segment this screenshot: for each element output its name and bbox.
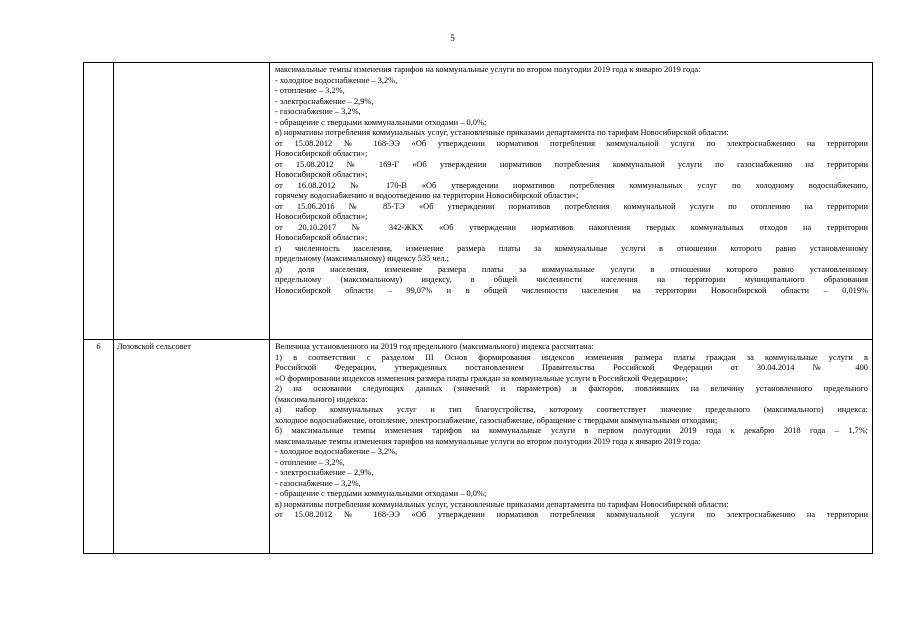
- tariff-index-table: [83, 62, 873, 554]
- text-line: - отопление – 3,2%,: [275, 457, 345, 467]
- text-line: в) нормативы потребления коммунальных услуг, установленные приказами департамента по тарифам Новосибирской области:: [275, 499, 729, 509]
- row-number: [84, 63, 113, 65]
- description-cell: [270, 63, 873, 340]
- text-line: - электроснабжение – 2,9%,: [275, 96, 374, 106]
- row-number: 6: [96, 342, 101, 351]
- text-line: от 16.08.2012 № 170-В «Об утверждении нормативов потребления коммунальных услуг по холодному водоснабжению,: [275, 180, 868, 190]
- description-text: [270, 63, 872, 296]
- text-line: а) набор коммунальных услуг и тип благоустройства, которому соответствует значение предельного (максимального) индекса:: [275, 405, 868, 414]
- municipality-name: Лозовской сельсовет: [117, 342, 191, 351]
- text-line: - электроснабжение – 2,9%,: [275, 468, 374, 477]
- text-line: Новосибирской области»;: [275, 212, 368, 221]
- text-line: Новосибирской области – 99,07% и в общей численности населения на территории Новосибирской области – 0,019%: [275, 285, 868, 295]
- text-line: горячему водоснабжению и водоотведению на территории Новосибирской области»;: [275, 191, 579, 200]
- municipality-cell: [114, 63, 270, 340]
- text-line: «О формировании индексов изменения размера платы граждан за коммунальные услуги в Российской Федерации»;: [275, 373, 688, 383]
- text-line: предельному (максимальному) индексу 535 чел.;: [275, 254, 449, 263]
- text-line: - обращение с твердыми коммунальными отходами – 0,0%;: [275, 117, 487, 127]
- table-row: [84, 340, 873, 554]
- text-line: максимальные темпы изменения тарифов на коммунальные услуги во втором полугодии 2019 года к январю 2019 года:: [275, 436, 701, 446]
- text-line: - газоснабжение – 3,2%,: [275, 107, 361, 116]
- text-line: - холодное водоснабжение – 3,2%,: [275, 447, 398, 456]
- description-cell: [270, 340, 873, 554]
- text-line: Новосибирской области»;: [275, 233, 368, 242]
- text-line: предельному (максимальному) индексу, в общей численности населения на территории муниципального образования: [275, 275, 868, 284]
- page-number: 5: [450, 33, 455, 43]
- text-line: - отопление – 3,2%,: [275, 86, 345, 95]
- text-line: б) максимальные темпы изменения тарифов на коммунальные услуги в первом полугодии 2019 года к декабрю 2018 года – 1,7%;: [275, 426, 868, 435]
- text-line: 2) на основании следующих данных (значений и параметров) и факторов, повлиявших на величину установленного предельного: [275, 384, 868, 393]
- text-line: от 15.06.2016 № 85-ТЭ «Об утверждении нормативов потребления коммунальной услуги по отоплению на территории: [275, 201, 868, 211]
- text-line: д) доля населения, изменение размера платы за коммунальные услуги в отношении которого равно установленному: [275, 264, 868, 274]
- text-line: - газоснабжение – 3,2%,: [275, 478, 361, 488]
- text-line: от 15.08.2012 № 168-ЭЭ «Об утверждении нормативов потребления коммунальной услуги по электроснабжению на территории: [275, 138, 868, 148]
- text-line: холодное водоснабжение, отопление, электроснабжение, газоснабжение, обращение с твердыми коммунальными отходами;: [275, 415, 718, 425]
- text-line: от 20.10.2017 № 342-ЖКХ «Об утверждении нормативов накопления твердых коммунальных отходов на территории: [275, 222, 868, 232]
- text-line: максимальные темпы изменения тарифов на коммунальные услуги во втором полугодии 2019 года к январю 2019 года:: [275, 65, 701, 74]
- text-line: - обращение с твердыми коммунальными отходами – 0,0%;: [275, 489, 487, 498]
- text-line: в) нормативы потребления коммунальных услуг, установленные приказами департамента по тарифам Новосибирской области:: [275, 128, 729, 137]
- text-line: Величина установленного на 2019 год предельного (максимального) индекса рассчитана:: [275, 342, 594, 351]
- text-line: от 15.08.2012 № 168-ЭЭ «Об утверждении нормативов потребления коммунальной услуги по электроснабжению на территории: [275, 510, 868, 519]
- text-line: - холодное водоснабжение – 3,2%,: [275, 75, 398, 85]
- municipality-name: [114, 63, 269, 65]
- municipality-cell: [114, 340, 270, 554]
- text-line: Российской Федерации, утвержденных постановлением Правительства Российской Федерации от 30.04.2014 № 400: [275, 363, 868, 372]
- description-text: [270, 340, 872, 521]
- text-line: (максимального) индекса:: [275, 394, 368, 404]
- text-line: от 15.08.2012 № 169-Г «Об утверждении нормативов потребления коммунальной услуги по газоснабжению на территории: [275, 159, 868, 169]
- row-number-cell: [84, 340, 114, 554]
- table-row: [84, 63, 873, 340]
- text-line: 1) в соответствии с разделом III Основ формирования индексов изменения размера платы граждан за коммунальные услуги в: [275, 352, 868, 362]
- row-number-cell: [84, 63, 114, 340]
- text-line: г) численность населения, изменение размера платы за коммунальные услуги в отношении которого равно установленному: [275, 243, 868, 253]
- text-line: Новосибирской области»;: [275, 149, 368, 158]
- text-line: Новосибирской области»;: [275, 170, 368, 179]
